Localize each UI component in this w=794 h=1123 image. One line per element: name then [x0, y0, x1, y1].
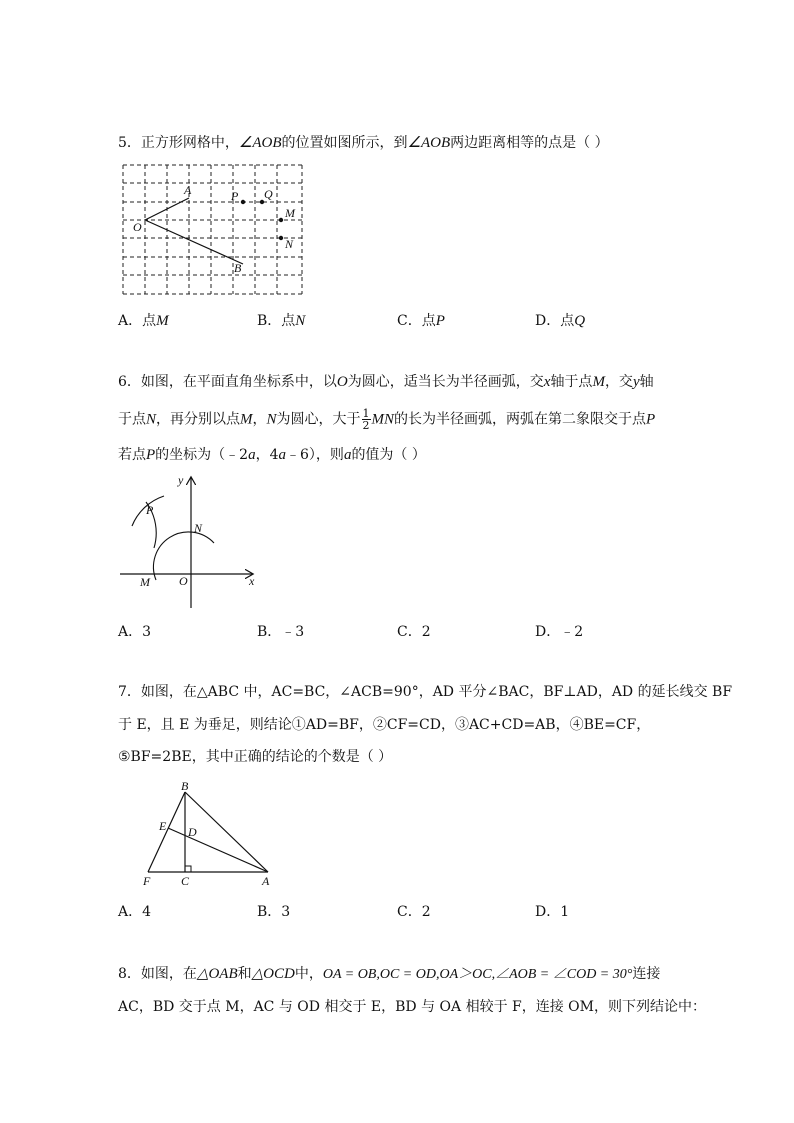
label-O: O — [179, 574, 188, 588]
q6-coordinate-figure — [118, 472, 263, 612]
fraction-half: $\frac{1}{2}$ — [362, 407, 370, 432]
q7-option-c[interactable]: C．2 — [397, 904, 431, 920]
q7-triangle-figure — [138, 780, 278, 890]
q7-option-a[interactable]: A．4 — [118, 904, 152, 920]
segment-AE — [168, 828, 268, 872]
q5-grid — [123, 165, 302, 294]
q6-stem-line3: 若点P的坐标为（﹣2a，4a﹣6），则a的值为（ ） — [118, 447, 426, 463]
label-N: N — [194, 521, 203, 535]
label-P: P — [231, 189, 239, 203]
label-M: M — [285, 206, 295, 220]
label-B: B — [234, 261, 242, 275]
q7-stem-line1: 7．如图，在△ABC 中，AC=BC，∠ACB=90°，AD 平分∠BAC，BF⊥AD，AD 的延长线交 BF — [118, 684, 733, 700]
q5-stem: 5．正方形网格中，∠AOB的位置如图所示，到∠AOB两边距离相等的点是（ ） — [118, 135, 609, 151]
q7-stem-line3: ⑤BF=2BE，其中正确的结论的个数是（ ） — [118, 749, 393, 765]
q6-stem-line1: 6．如图，在平面直角坐标系中，以O为圆心，适当长为半径画弧，交x轴于点M，交y轴 — [118, 374, 654, 390]
label-N: N — [285, 237, 294, 251]
q6-option-d[interactable]: D．﹣2 — [535, 624, 584, 640]
q6-stem-line2: 于点N，再分别以点M，N为圆心，大于 $\frac{1}{2}$ MN的长为半径画弧，两弧在第二象限交于点P — [118, 407, 656, 432]
label-A: A — [262, 874, 270, 888]
q6-number: 6． — [118, 374, 141, 390]
label-A: A — [184, 183, 192, 197]
q6-option-a[interactable]: A．3 — [118, 624, 152, 640]
q6-option-c[interactable]: C．2 — [397, 624, 431, 640]
segment-BA — [185, 792, 268, 872]
q6-option-b[interactable]: B．﹣3 — [257, 624, 305, 640]
right-angle-mark — [185, 866, 191, 872]
label-P: P — [146, 503, 154, 517]
point-N — [279, 236, 283, 240]
label-B: B — [181, 779, 189, 793]
label-x: x — [249, 574, 255, 588]
q7-stem-line2: 于 E，且 E 为垂足，则结论①AD=BF，②CF=CD，③AC+CD=AB，④BE=CF， — [118, 717, 651, 733]
label-M: M — [140, 575, 150, 589]
label-E: E — [159, 819, 167, 833]
q7-option-d[interactable]: D．1 — [535, 904, 570, 920]
q5-number: 5． — [118, 135, 141, 151]
label-O: O — [133, 220, 142, 234]
point-P — [241, 200, 245, 204]
label-F: F — [143, 874, 151, 888]
arc-center-O — [153, 532, 214, 580]
label-Q: Q — [264, 187, 273, 201]
label-D: D — [188, 825, 197, 839]
q5-option-b[interactable]: B．点N — [257, 313, 306, 329]
segment-BF — [148, 792, 185, 872]
q5-option-d[interactable]: D．点Q — [535, 313, 586, 329]
q7-option-b[interactable]: B．3 — [257, 904, 291, 920]
q5-option-c[interactable]: C．点P — [397, 313, 445, 329]
label-y: y — [178, 473, 184, 487]
q5-option-a[interactable]: A．点M — [118, 313, 169, 329]
point-M — [279, 218, 283, 222]
q5-grid-figure — [122, 164, 303, 295]
label-C: C — [181, 874, 190, 888]
q8-stem-line1: 8．如图，在△OAB和△OCD中，OA = OB,OC = OD,OA＞OC,∠AOB = ∠COD = 30°连接 — [118, 966, 661, 982]
q8-stem-line2: AC，BD 交于点 M，AC 与 OD 相交于 E，BD 与 OA 相较于 F，连接 OM，则下列结论中： — [118, 999, 706, 1015]
